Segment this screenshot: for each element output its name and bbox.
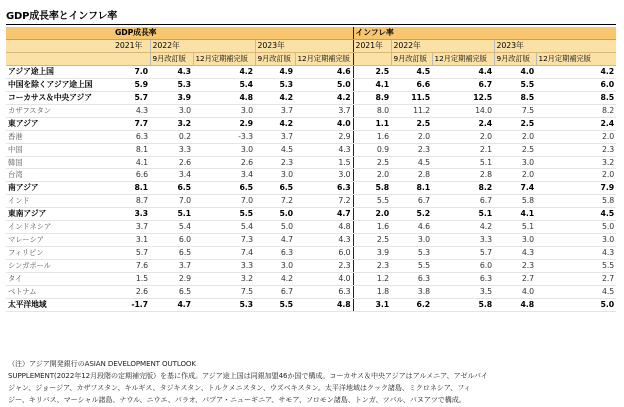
inflation-value-cell: 2.3 [494,260,536,273]
gdp-value-cell: 6.3 [255,247,295,260]
edition-header-cell [353,52,391,65]
gdp-value-cell: 3.7 [295,104,353,117]
gdp-value-cell: 3.7 [113,221,150,234]
inflation-value-cell: 1.8 [353,286,391,299]
year-header-cell: 2021年 [113,39,150,52]
inflation-value-cell: 3.5 [432,286,494,299]
gdp-value-cell: 3.0 [193,143,255,156]
region-name-cell: 中国 [6,143,113,156]
year-header-cell: 2022年 [150,39,193,52]
region-name-cell: 中国を除くアジア途上国 [6,78,113,91]
inflation-value-cell: 8.5 [536,91,616,104]
gdp-value-cell: 5.0 [255,221,295,234]
gdp-value-cell: 3.2 [150,117,193,130]
gdp-value-cell: 6.3 [295,182,353,195]
gdp-value-cell: 4.7 [295,208,353,221]
inflation-value-cell: 1.6 [353,130,391,143]
gdp-value-cell: 5.3 [150,78,193,91]
gdp-value-cell: 5.7 [113,247,150,260]
gdp-value-cell: 7.0 [113,65,150,78]
inflation-value-cell: 6.7 [432,78,494,91]
inflation-value-cell: 4.1 [494,208,536,221]
gdp-value-cell: 3.0 [193,104,255,117]
gdp-value-cell: 5.3 [255,78,295,91]
inflation-value-cell: 2.8 [391,169,432,182]
inflation-value-cell: 4.2 [536,65,616,78]
inflation-value-cell: 2.0 [536,130,616,143]
gdp-value-cell: 5.4 [150,221,193,234]
inflation-value-cell: 2.3 [536,143,616,156]
region-name-cell: 東アジア [6,117,113,130]
gdp-value-cell: 3.7 [150,260,193,273]
inflation-value-cell: 3.2 [536,156,616,169]
edition-header-cell [113,52,150,65]
inflation-value-cell: 14.0 [432,104,494,117]
gdp-value-cell: 6.7 [255,286,295,299]
gdp-value-cell: 3.0 [255,260,295,273]
gdp-value-cell: 2.6 [193,156,255,169]
inflation-value-cell: 7.9 [536,182,616,195]
gdp-value-cell: 5.0 [255,208,295,221]
gdp-value-cell: 7.5 [193,286,255,299]
inflation-value-cell: 6.0 [536,78,616,91]
header-corner [6,27,113,39]
gdp-value-cell: 4.8 [295,221,353,234]
year-header-cell: 2022年 [391,39,432,52]
gdp-value-cell: 2.6 [113,286,150,299]
gdp-value-cell: 2.3 [295,260,353,273]
gdp-group-header: GDP成長率 [113,27,353,39]
region-name-cell: 太平洋地域 [6,299,113,312]
gdp-value-cell: 5.1 [150,208,193,221]
gdp-value-cell: 6.0 [150,234,193,247]
gdp-value-cell: 4.3 [295,143,353,156]
inflation-value-cell: 2.5 [494,143,536,156]
header-edition-row [6,52,616,65]
gdp-value-cell: 4.9 [255,65,295,78]
gdp-value-cell: 6.3 [113,130,150,143]
gdp-value-cell: 7.0 [150,195,193,208]
table-row [6,182,616,195]
inflation-value-cell: 4.3 [494,247,536,260]
inflation-value-cell: 5.8 [494,195,536,208]
table-row [6,234,616,247]
table-row [6,156,616,169]
gdp-value-cell: 4.2 [295,91,353,104]
page-title: GDP成長率とインフレ率 [6,11,118,22]
region-name-cell: 南アジア [6,182,113,195]
gdp-value-cell: 4.2 [255,91,295,104]
inflation-value-cell: 4.2 [432,221,494,234]
edition-header-cell: 9月改訂版 [391,52,432,65]
inflation-group-header: インフレ率 [353,27,616,39]
inflation-value-cell: 8.2 [432,182,494,195]
inflation-value-cell: 5.8 [353,182,391,195]
inflation-value-cell: 8.0 [353,104,391,117]
gdp-value-cell: 3.0 [150,104,193,117]
footnote-line: SUPPLEMENT(2022年12月段階の定期補完版）を基に作成。アジア途上国は同銀加盟46か国で構成。コーカサス＆中央アジアはアルメニア、アゼルバイ [8,371,488,381]
gdp-value-cell: 6.5 [193,182,255,195]
inflation-value-cell: 6.3 [432,273,494,286]
inflation-value-cell: 0.9 [353,143,391,156]
gdp-value-cell: 5.0 [295,78,353,91]
inflation-value-cell: 3.0 [494,156,536,169]
footnote [8,358,616,406]
inflation-value-cell: 7.5 [494,104,536,117]
inflation-value-cell: 4.5 [536,286,616,299]
table-row [6,143,616,156]
table-row [6,65,616,78]
gdp-value-cell: 7.4 [193,247,255,260]
inflation-value-cell: 3.0 [494,234,536,247]
inflation-value-cell: 4.0 [494,286,536,299]
footnote-line: ジャン、ジョージア、カザフスタン、キルギス、タジキスタン、トルクメニスタン、ウズベキスタン。太平洋地域はクック諸島、ミクロネシア、フィ [8,383,471,393]
inflation-value-cell: 1.1 [353,117,391,130]
table-row [6,299,616,312]
header-group-row [6,27,616,39]
gdp-value-cell: 5.4 [193,221,255,234]
inflation-value-cell: 5.8 [536,195,616,208]
table-row [6,78,616,91]
inflation-value-cell: 2.5 [353,156,391,169]
gdp-value-cell: 6.5 [150,286,193,299]
year-header-cell [295,39,353,52]
gdp-value-cell: 6.5 [150,247,193,260]
year-header-cell [193,39,255,52]
year-header-cell: 2021年 [353,39,391,52]
year-header-cell: 2023年 [494,39,536,52]
table-row [6,273,616,286]
gdp-value-cell: 3.4 [193,169,255,182]
gdp-value-cell: 8.7 [113,195,150,208]
table-row [6,195,616,208]
gdp-value-cell: 3.3 [150,143,193,156]
gdp-value-cell: 7.2 [295,195,353,208]
gdp-value-cell: 8.1 [113,182,150,195]
gdp-value-cell: 2.6 [150,156,193,169]
region-name-cell: 東南アジア [6,208,113,221]
gdp-value-cell: 4.0 [295,117,353,130]
inflation-value-cell: 4.8 [494,299,536,312]
region-name-cell: インド [6,195,113,208]
inflation-value-cell: 2.4 [536,117,616,130]
year-header-cell: 2023年 [255,39,295,52]
inflation-value-cell: 8.1 [391,182,432,195]
gdp-value-cell: 3.7 [255,104,295,117]
region-name-cell: タイ [6,273,113,286]
gdp-value-cell: 6.5 [150,182,193,195]
gdp-value-cell: 1.5 [113,273,150,286]
table-row [6,221,616,234]
inflation-value-cell: 2.5 [391,117,432,130]
inflation-value-cell: 6.6 [391,78,432,91]
inflation-value-cell: 2.5 [494,117,536,130]
inflation-value-cell: 5.0 [536,221,616,234]
gdp-value-cell: 2.9 [150,273,193,286]
gdp-value-cell: 4.3 [295,234,353,247]
gdp-value-cell: 5.4 [193,78,255,91]
footnote-line: （注）アジア開発銀行のASIAN DEVELOPMENT OUTLOOK [8,359,196,368]
gdp-value-cell: 3.9 [150,91,193,104]
inflation-value-cell: 5.0 [536,299,616,312]
gdp-value-cell: 4.1 [113,156,150,169]
gdp-value-cell: 3.0 [255,169,295,182]
gdp-value-cell: 4.2 [255,117,295,130]
table-row [6,117,616,130]
gdp-value-cell: 6.6 [113,169,150,182]
gdp-value-cell: 7.6 [113,260,150,273]
inflation-value-cell: 4.3 [536,247,616,260]
inflation-value-cell: 5.5 [494,78,536,91]
gdp-value-cell: 8.1 [113,143,150,156]
inflation-value-cell: 12.5 [432,91,494,104]
inflation-value-cell: 6.3 [391,273,432,286]
edition-header-cell: 9月改訂版 [494,52,536,65]
gdp-value-cell: 5.9 [113,78,150,91]
inflation-value-cell: 5.5 [391,260,432,273]
data-table [6,27,616,312]
region-name-cell: ベトナム [6,286,113,299]
inflation-value-cell: 8.2 [536,104,616,117]
gdp-value-cell: 3.7 [255,130,295,143]
region-name-cell: アジア途上国 [6,65,113,78]
inflation-value-cell: 4.6 [391,221,432,234]
year-header-cell [536,39,616,52]
inflation-value-cell: 8.9 [353,91,391,104]
region-name-cell: 香港 [6,130,113,143]
gdp-value-cell: 4.7 [150,299,193,312]
gdp-value-cell: -1.7 [113,299,150,312]
inflation-value-cell: 1.6 [353,221,391,234]
gdp-value-cell: 5.3 [193,299,255,312]
table-row [6,208,616,221]
inflation-value-cell: 2.3 [391,143,432,156]
header-corner [6,39,113,52]
inflation-value-cell: 2.4 [432,117,494,130]
table-body [6,27,616,311]
table-row [6,104,616,117]
gdp-value-cell: 4.2 [193,65,255,78]
inflation-value-cell: 2.0 [353,208,391,221]
inflation-value-cell: 5.7 [432,247,494,260]
inflation-value-cell: 2.0 [494,169,536,182]
inflation-value-cell: 2.0 [391,130,432,143]
year-header-cell [432,39,494,52]
gdp-value-cell: 3.1 [113,234,150,247]
gdp-value-cell: 4.7 [255,234,295,247]
gdp-value-cell: 0.2 [150,130,193,143]
gdp-value-cell: -3.3 [193,130,255,143]
region-name-cell: コーカサス＆中央アジア [6,91,113,104]
gdp-value-cell: 5.5 [255,299,295,312]
gdp-value-cell: 3.3 [193,260,255,273]
inflation-value-cell: 2.7 [494,273,536,286]
title-underline [6,24,616,25]
gdp-value-cell: 7.3 [193,234,255,247]
inflation-value-cell: 3.3 [432,234,494,247]
inflation-value-cell: 3.0 [536,234,616,247]
gdp-value-cell: 5.5 [193,208,255,221]
header-year-row [6,39,616,52]
inflation-value-cell: 6.7 [391,195,432,208]
region-name-cell: 台湾 [6,169,113,182]
inflation-value-cell: 2.8 [432,169,494,182]
inflation-value-cell: 2.0 [494,130,536,143]
inflation-value-cell: 5.5 [353,195,391,208]
inflation-value-cell: 5.3 [391,247,432,260]
inflation-value-cell: 2.0 [432,130,494,143]
edition-header-cell: 12月定期補完版 [295,52,353,65]
gdp-value-cell: 7.7 [113,117,150,130]
edition-header-cell: 12月定期補完版 [536,52,616,65]
gdp-value-cell: 4.3 [150,65,193,78]
inflation-value-cell: 6.7 [432,195,494,208]
table-row [6,247,616,260]
region-name-cell: カザフスタン [6,104,113,117]
inflation-value-cell: 7.4 [494,182,536,195]
gdp-value-cell: 4.2 [255,273,295,286]
region-name-cell: マレーシア [6,234,113,247]
gdp-value-cell: 1.5 [295,156,353,169]
gdp-value-cell: 7.2 [255,195,295,208]
inflation-value-cell: 11.5 [391,91,432,104]
edition-header-cell: 12月定期補完版 [193,52,255,65]
gdp-value-cell: 2.3 [255,156,295,169]
inflation-value-cell: 3.8 [391,286,432,299]
inflation-value-cell: 4.4 [432,65,494,78]
gdp-value-cell: 3.3 [113,208,150,221]
gdp-value-cell: 2.9 [295,130,353,143]
inflation-value-cell: 4.1 [353,78,391,91]
inflation-value-cell: 5.1 [432,156,494,169]
inflation-value-cell: 2.0 [536,169,616,182]
inflation-value-cell: 11.2 [391,104,432,117]
gdp-value-cell: 3.0 [295,169,353,182]
gdp-value-cell: 4.3 [113,104,150,117]
gdp-value-cell: 4.0 [295,273,353,286]
table-row [6,286,616,299]
table-row [6,91,616,104]
gdp-value-cell: 3.2 [193,273,255,286]
edition-header-cell: 9月改訂版 [150,52,193,65]
inflation-value-cell: 2.5 [353,65,391,78]
inflation-value-cell: 5.2 [391,208,432,221]
edition-header-cell: 9月改訂版 [255,52,295,65]
inflation-value-cell: 3.1 [353,299,391,312]
header-corner [6,52,113,65]
inflation-value-cell: 3.9 [353,247,391,260]
gdp-value-cell: 6.5 [255,182,295,195]
inflation-value-cell: 2.7 [536,273,616,286]
inflation-value-cell: 5.8 [432,299,494,312]
footnote-line: ジー、キリバス、マーシャル諸島、ナウル、ニウエ、パラオ、パプア・ニューギニア、サモア、ソロモン諸島、トンガ、ツバル、バヌアツで構成。 [8,395,466,405]
inflation-value-cell: 6.0 [432,260,494,273]
inflation-value-cell: 5.1 [432,208,494,221]
inflation-value-cell: 2.5 [353,234,391,247]
gdp-value-cell: 4.6 [295,65,353,78]
region-name-cell: 韓国 [6,156,113,169]
gdp-value-cell: 6.3 [295,286,353,299]
gdp-value-cell: 6.0 [295,247,353,260]
region-name-cell: シンガポール [6,260,113,273]
inflation-value-cell: 4.5 [391,156,432,169]
inflation-value-cell: 5.5 [536,260,616,273]
inflation-value-cell: 3.0 [391,234,432,247]
inflation-value-cell: 8.5 [494,91,536,104]
inflation-value-cell: 2.0 [353,169,391,182]
table-row [6,260,616,273]
inflation-value-cell: 1.2 [353,273,391,286]
gdp-value-cell: 4.8 [295,299,353,312]
gdp-value-cell: 7.0 [193,195,255,208]
gdp-value-cell: 4.8 [193,91,255,104]
gdp-value-cell: 2.9 [193,117,255,130]
region-name-cell: フィリピン [6,247,113,260]
region-name-cell: インドネシア [6,221,113,234]
gdp-value-cell: 4.5 [255,143,295,156]
table-row [6,130,616,143]
inflation-value-cell: 2.1 [432,143,494,156]
inflation-value-cell: 5.1 [494,221,536,234]
table-row [6,169,616,182]
gdp-value-cell: 3.4 [150,169,193,182]
inflation-value-cell: 4.5 [391,65,432,78]
inflation-value-cell: 6.2 [391,299,432,312]
inflation-value-cell: 4.5 [536,208,616,221]
inflation-value-cell: 4.0 [494,65,536,78]
inflation-value-cell: 2.3 [353,260,391,273]
gdp-value-cell: 5.7 [113,91,150,104]
edition-header-cell: 12月定期補完版 [432,52,494,65]
